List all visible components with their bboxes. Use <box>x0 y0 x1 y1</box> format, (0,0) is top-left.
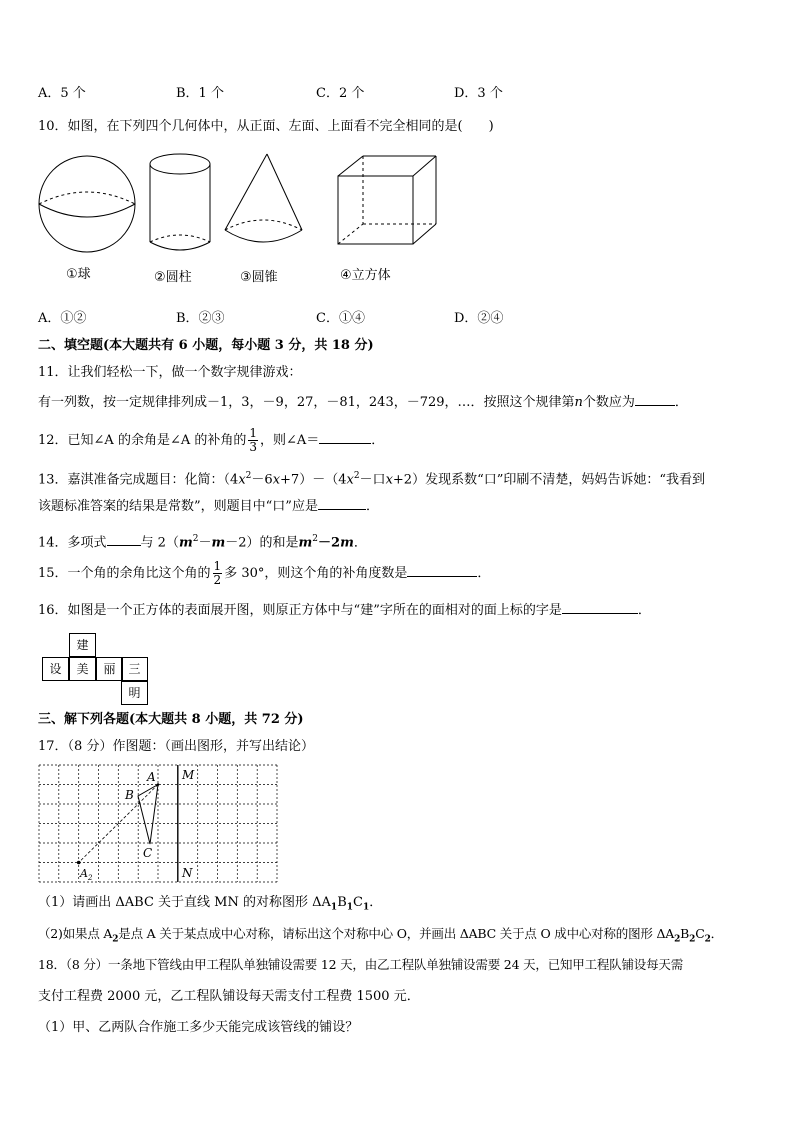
m-var: m <box>298 535 313 551</box>
label-n: N <box>182 866 193 880</box>
q13-line2 <box>38 497 774 517</box>
q17-part1-text-a: （1）请画出 ΔABC 关于直线 MN 的对称图形 ΔA <box>38 895 331 910</box>
exp-2: 2 <box>192 534 199 544</box>
cylinder-figure <box>150 154 210 250</box>
q11-line2 <box>38 393 774 413</box>
cube-label: ④立方体 <box>340 268 391 283</box>
q13-text-d: －口 <box>359 472 386 488</box>
x-var: x <box>385 472 393 488</box>
q16-answer-blank[interactable] <box>562 601 638 614</box>
q9-option-c: C．2 个 <box>316 86 365 101</box>
cube-net-cell-san: 三 <box>121 657 148 681</box>
q15 <box>38 557 774 591</box>
q12-answer-blank[interactable] <box>319 431 371 444</box>
q17-part2-text-e: ． <box>710 926 723 941</box>
q13-text-e: +2）发现系数“口”印刷不清楚，妈妈告诉她：“我看到 <box>392 472 706 488</box>
label-a2-letter: A <box>80 867 88 880</box>
q14-end: ． <box>353 535 367 551</box>
q17-part2-text-b: 是点 A 关于某点成中心对称，请标出这个对称中心 O，并画出 ΔABC 关于点 O 成中心对称的图形 ΔA <box>118 926 675 941</box>
q16-text: 16．如图是一个正方体的表面展开图，则原正方体中与“建”字所在的面相对的面上标的字是 <box>38 603 562 618</box>
q14-text-d: －2）的和是 <box>225 535 299 551</box>
exp-2: 2 <box>245 471 252 481</box>
q13-text-b: －6 <box>251 472 273 488</box>
q12 <box>38 424 774 458</box>
q17-stem: 17．（8 分）作图题：（画出图形，并写出结论） <box>38 739 314 754</box>
exp-2: 2 <box>312 534 319 544</box>
q17-grid-figure <box>36 762 280 886</box>
cylinder-label: ②圆柱 <box>154 270 192 285</box>
sub-1: 1 <box>330 902 338 913</box>
q12-end: ． <box>371 433 385 448</box>
m-var: m <box>211 535 226 551</box>
q11-end: ． <box>674 395 688 410</box>
q11-line1: 11．让我们轻松一下，做一个数字规律游戏： <box>38 365 302 380</box>
x-var: x <box>238 472 246 488</box>
q13-answer-blank[interactable] <box>318 497 366 510</box>
cube-net-cell-jian: 建 <box>69 633 96 657</box>
point-a2 <box>77 861 81 865</box>
q14 <box>38 529 774 553</box>
sphere-label: ①球 <box>66 267 91 282</box>
q14-text-c: － <box>198 535 212 551</box>
q17-part2-text-c: B <box>680 926 690 941</box>
q12-text-a: 12．已知∠A 的余角是∠A 的补角的 <box>38 433 247 448</box>
q15-text-b: 多 30°，则这个角的补角度数是 <box>224 566 408 581</box>
q15-denominator: 2 <box>213 573 222 587</box>
q14-text-b: 与 2（ <box>140 535 179 551</box>
sub-2: 2 <box>112 934 119 945</box>
q15-text-a: 15．一个角的余角比这个角的 <box>38 566 211 581</box>
q14-answer-blank[interactable] <box>107 533 141 546</box>
q10-stem: 10．如图，在下列四个几何体中，从正面、左面、上面看不完全相同的是( ) <box>38 119 494 134</box>
q11-text-a: 有一列数，按一定规律排列成－1，3，－9，27，－81，243，－729，…．按照这个规律第 <box>38 395 575 410</box>
q13-text-a: 13．嘉淇准备完成题目：化简：（4 <box>38 472 239 488</box>
q16-stem <box>38 601 774 621</box>
section-2-heading: 二、填空题(本大题共有 6 小题，每小题 3 分，共 18 分) <box>38 338 374 353</box>
q17-part1-text-b: B <box>337 895 347 910</box>
sub-1: 1 <box>362 902 370 913</box>
q10-option-c: C．①④ <box>316 311 365 326</box>
q15-fraction <box>213 560 223 587</box>
q17-part1 <box>38 893 774 918</box>
m-var: m <box>340 535 354 551</box>
q11-answer-blank[interactable] <box>635 393 675 406</box>
cone-label: ③圆锥 <box>240 270 278 285</box>
x-var: x <box>346 472 354 488</box>
q12-text-b: ，则∠A＝ <box>260 433 320 448</box>
x-var: x <box>272 472 281 488</box>
q13-line1 <box>38 466 774 490</box>
q14-text-a: 14．多项式 <box>38 535 107 551</box>
q17-part2-text-d: C <box>695 926 705 941</box>
q9-option-a: A．5 个 <box>38 86 86 101</box>
q16-end: ． <box>637 603 651 618</box>
label-a2 <box>79 867 93 882</box>
q10-option-a: A．①② <box>38 311 87 326</box>
section-3-heading: 三、解下列各题(本大题共 8 小题，共 72 分) <box>38 712 304 727</box>
cube-net-cell-ming: 明 <box>121 681 148 705</box>
q11-text-b: 个数应为 <box>582 395 635 410</box>
sub-2: 2 <box>704 934 711 945</box>
q10-figures <box>30 150 450 260</box>
q10-option-d: D．②④ <box>454 311 504 326</box>
q10-option-b: B．②③ <box>176 311 225 326</box>
cone-figure <box>225 154 302 242</box>
q13-end: ． <box>365 499 379 514</box>
cube-net-cell-she: 设 <box>42 657 69 681</box>
q17-part1-text-c: C <box>353 895 363 910</box>
q12-denominator: 3 <box>249 440 258 454</box>
sub-2: 2 <box>689 934 696 945</box>
cube-net-cell-li: 丽 <box>96 657 123 681</box>
grid-lines <box>39 765 277 882</box>
exp-2: 2 <box>353 471 360 481</box>
m-var: m <box>178 535 193 551</box>
sub-2: 2 <box>674 934 681 945</box>
q12-numerator: 1 <box>249 426 258 440</box>
triangle-abc <box>138 785 158 845</box>
q17-part2-text-a: （2)如果点 A <box>38 926 113 941</box>
sub-1: 1 <box>346 902 354 913</box>
point-a <box>157 783 160 786</box>
sphere-figure <box>39 156 135 252</box>
q9-option-b: B．1 个 <box>176 86 224 101</box>
q11-var-n: n <box>574 395 583 410</box>
label-b: B <box>125 788 134 802</box>
cube-net-cell-mei: 美 <box>69 657 96 681</box>
q15-answer-blank[interactable] <box>407 564 477 577</box>
q9-option-d: D．3 个 <box>454 86 503 101</box>
q13-text-c: +7）－（4 <box>280 472 347 488</box>
q13-text-line2: 该题标准答案的结果是常数”，则题目中“口”应是 <box>38 499 318 514</box>
q15-numerator: 1 <box>213 559 222 573</box>
q18-line2: 支付工程费 2000 元，乙工程队铺设每天需支付工程费 1500 元． <box>38 989 420 1004</box>
q14-text-e: －2 <box>318 535 341 551</box>
q18-line1: 18．（8 分）一条地下管线由甲工程队单独铺设需要 12 天，由乙工程队单独铺设需要 24 天，已知甲工程队铺设每天需 <box>38 957 683 972</box>
label-a2-sub: 2 <box>87 874 93 882</box>
q18-part1: （1）甲、乙两队合作施工多少天能完成该管线的铺设？ <box>38 1020 359 1035</box>
q17-part2 <box>38 924 774 950</box>
q12-fraction <box>248 427 258 454</box>
q17-part1-text-d: ． <box>369 895 383 910</box>
cube-figure <box>338 156 436 244</box>
label-c: C <box>143 846 153 860</box>
label-m: M <box>182 768 195 782</box>
label-a: A <box>147 770 156 784</box>
q15-end: ． <box>477 566 491 581</box>
